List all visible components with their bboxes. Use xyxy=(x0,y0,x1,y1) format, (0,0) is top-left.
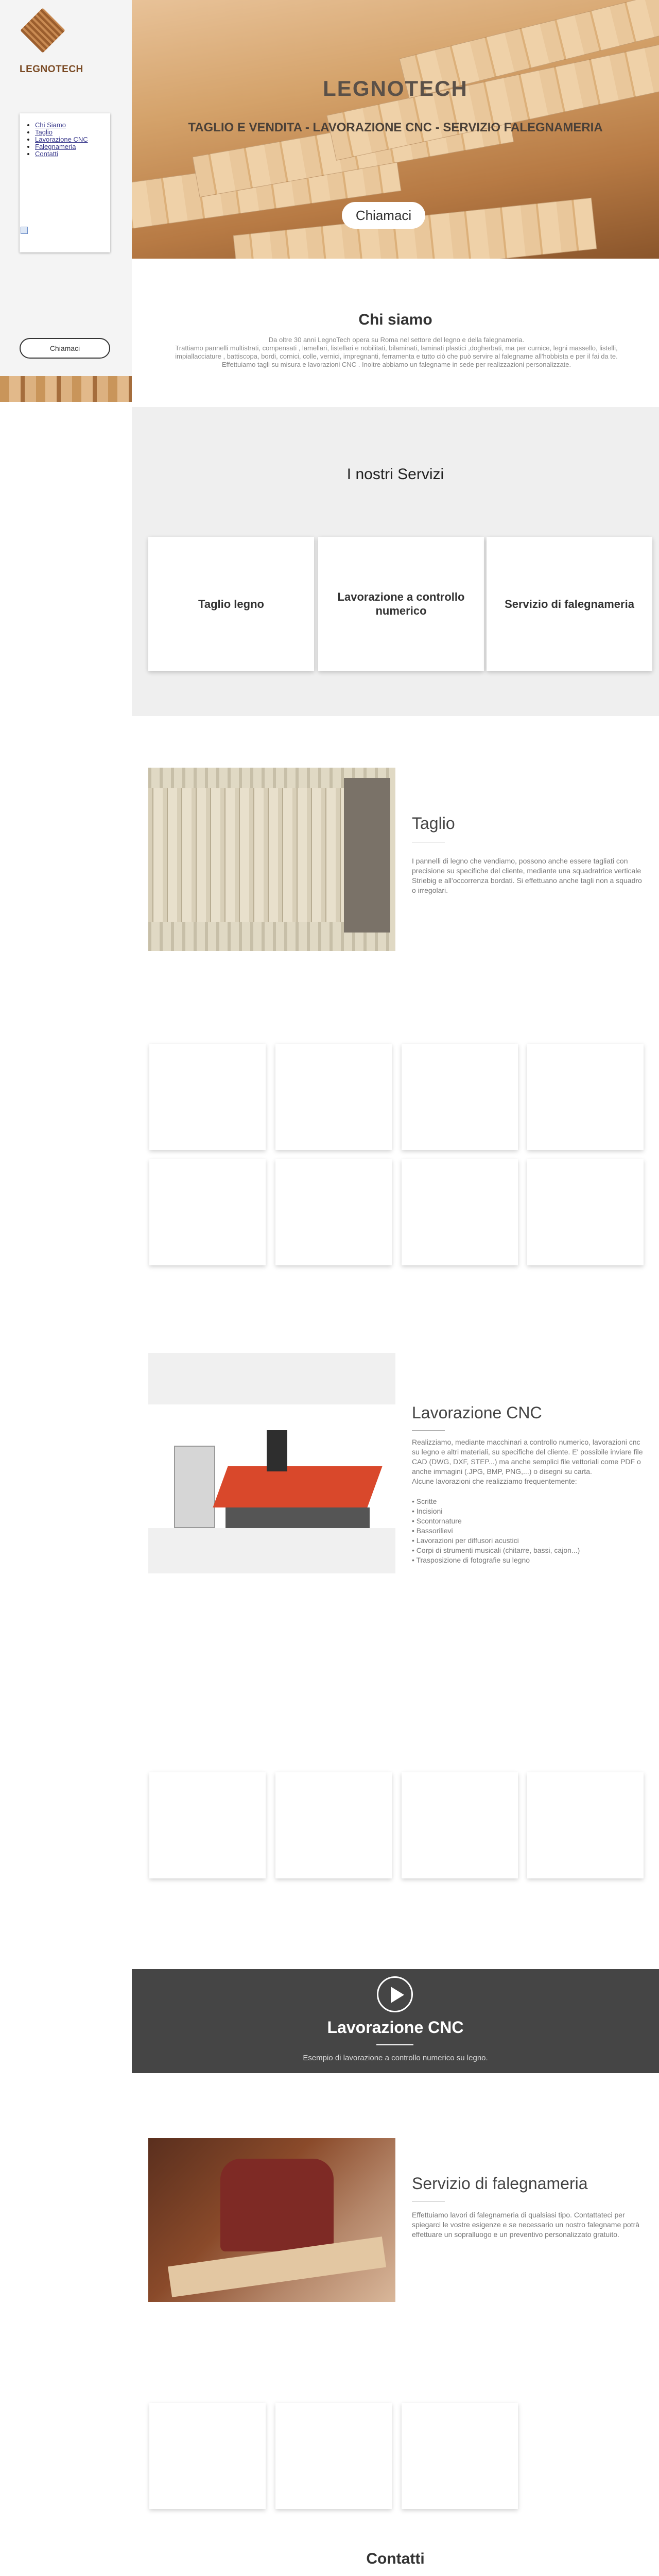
nav-item-cnc[interactable]: • Lavorazione CNC xyxy=(35,136,105,143)
cnc-list-item: • Scritte xyxy=(412,1497,437,1505)
nav-item-falegnameria[interactable]: • Falegnameria xyxy=(35,143,105,150)
falegnameria-photo xyxy=(148,2138,395,2302)
hero-subtitle: TAGLIO E VENDITA - LAVORAZIONE CNC - SERVIZIO FALEGNAMERIA xyxy=(188,121,603,134)
about-paragraph: Effettuiamo tagli su misura e lavorazioni CNC . Inoltre abbiamo un falegname in sede per realizzazioni personalizzate. xyxy=(221,361,571,368)
nav-menu xyxy=(20,113,110,252)
contact-title: Contatti xyxy=(366,2550,425,2567)
cnc-text xyxy=(412,1437,644,1565)
gallery-thumb[interactable] xyxy=(275,1159,392,1265)
gallery-thumb[interactable] xyxy=(402,2403,518,2509)
cnc-list-item: • Incisioni xyxy=(412,1507,443,1515)
divider xyxy=(412,1430,445,1431)
sidebar-wood-image xyxy=(0,376,132,402)
nav-item-contatti[interactable]: • Contatti xyxy=(35,150,105,157)
play-icon[interactable] xyxy=(377,1976,413,2012)
gallery-thumb[interactable] xyxy=(275,1044,392,1150)
sidebar xyxy=(0,0,132,402)
gallery-thumb[interactable] xyxy=(527,1772,644,1878)
cnc-list-item: • Scontornature xyxy=(412,1517,462,1525)
service-card-taglio[interactable]: Taglio legno xyxy=(148,537,314,671)
cnc-list-item: • Corpi di strumenti musicali (chitarre, bassi, cajon...) xyxy=(412,1546,580,1554)
cnc-list-item: • Bassorilievi xyxy=(412,1527,453,1535)
taglio-title: Taglio xyxy=(412,814,455,833)
gallery-thumb[interactable] xyxy=(149,1044,266,1150)
nav-item-taglio[interactable]: • Taglio xyxy=(35,129,105,135)
gallery-thumb[interactable] xyxy=(402,1044,518,1150)
cnc-list-intro: Alcune lavorazioni che realizziamo frequentemente: xyxy=(412,1477,577,1485)
sidebar-call-button[interactable]: Chiamaci xyxy=(20,338,110,359)
cnc-photo xyxy=(148,1353,395,1573)
about-paragraph: Da oltre 30 anni LegnoTech opera su Roma nel settore del legno e della falegnameria. xyxy=(268,336,525,344)
gallery-thumb[interactable] xyxy=(402,1159,518,1265)
about-title: Chi siamo xyxy=(358,311,432,328)
cnc-title: Lavorazione CNC xyxy=(412,1403,542,1422)
cnc-list-item: • Trasposizione di fotografie su legno xyxy=(412,1556,530,1564)
taglio-text: I pannelli di legno che vendiamo, possono anche essere tagliati con precisione su specifiche del cliente, mediante una squadratrice verticale Striebig e all'occorrenza bordati. Si effettuano anche tagli non a squadro o irregolari. xyxy=(412,857,642,894)
video-subtitle: Esempio di lavorazione a controllo numerico su legno. xyxy=(303,2054,488,2062)
gallery-thumb[interactable] xyxy=(149,1159,266,1265)
nav-item-chi-siamo[interactable]: • Chi Siamo xyxy=(35,122,105,128)
hero-call-button[interactable]: Chiamaci xyxy=(342,202,425,229)
falegnameria-title: Servizio di falegnameria xyxy=(412,2174,588,2193)
service-card-cnc[interactable]: Lavorazione a controllo numerico xyxy=(318,537,484,671)
hero-title: LEGNOTECH xyxy=(323,76,468,100)
gallery-thumb[interactable] xyxy=(527,1159,644,1265)
gallery-thumb[interactable] xyxy=(149,2403,266,2509)
falegnameria-text: Effettuiamo lavori di falegnameria di qualsiasi tipo. Contattateci per spiegarci le vostre esigenze e se necessario un nostro falegname potrà effettuare un sopralluogo e un preventivo personalizzato gratuito. xyxy=(412,2211,640,2239)
video-section xyxy=(132,1969,659,2073)
services-title: I nostri Servizi xyxy=(346,466,444,483)
gallery-thumb[interactable] xyxy=(402,1772,518,1878)
hero-banner xyxy=(132,0,659,259)
cnc-list-item: • Lavorazioni per diffusori acustici xyxy=(412,1536,519,1545)
site-logo[interactable] xyxy=(20,14,83,87)
taglio-photo xyxy=(148,768,395,951)
logo-text: LEGNOTECH xyxy=(20,64,83,75)
about-paragraph: Trattiamo pannelli multistrati, compensati , lamellari, listellari e nobilitati, bilaminati, laminati plastici ,dogherbati, ma per curnice, legni massello, listelli, impiallacciature , battiscopa, bordi, cornici, colle, vernici, impregnanti, ferramenta e tutto ciò che può servire al falegname all'hobbista e per il fai da te. xyxy=(175,344,618,360)
gallery-thumb[interactable] xyxy=(527,1044,644,1150)
gallery-thumb[interactable] xyxy=(149,1772,266,1878)
video-title: Lavorazione CNC xyxy=(327,2018,464,2037)
gallery-thumb[interactable] xyxy=(275,1772,392,1878)
service-card-falegnameria[interactable]: Servizio di falegnameria xyxy=(487,537,652,671)
cnc-description: Realizziamo, mediante macchinari a controllo numerico, lavorazioni cnc su legno e altri materiali, su specifiche del cliente. E' possibile inviare file CAD (DWG, DXF, STEP...) ma anche semplici file vettoriali come PDF o anche immagini (.JPG, BMP, PNG,...) o disegni su carta. xyxy=(412,1438,643,1476)
logo-mark-icon xyxy=(20,8,65,53)
divider xyxy=(376,2044,413,2045)
broken-image-icon xyxy=(21,227,28,234)
gallery-thumb[interactable] xyxy=(275,2403,392,2509)
about-text xyxy=(154,336,638,369)
